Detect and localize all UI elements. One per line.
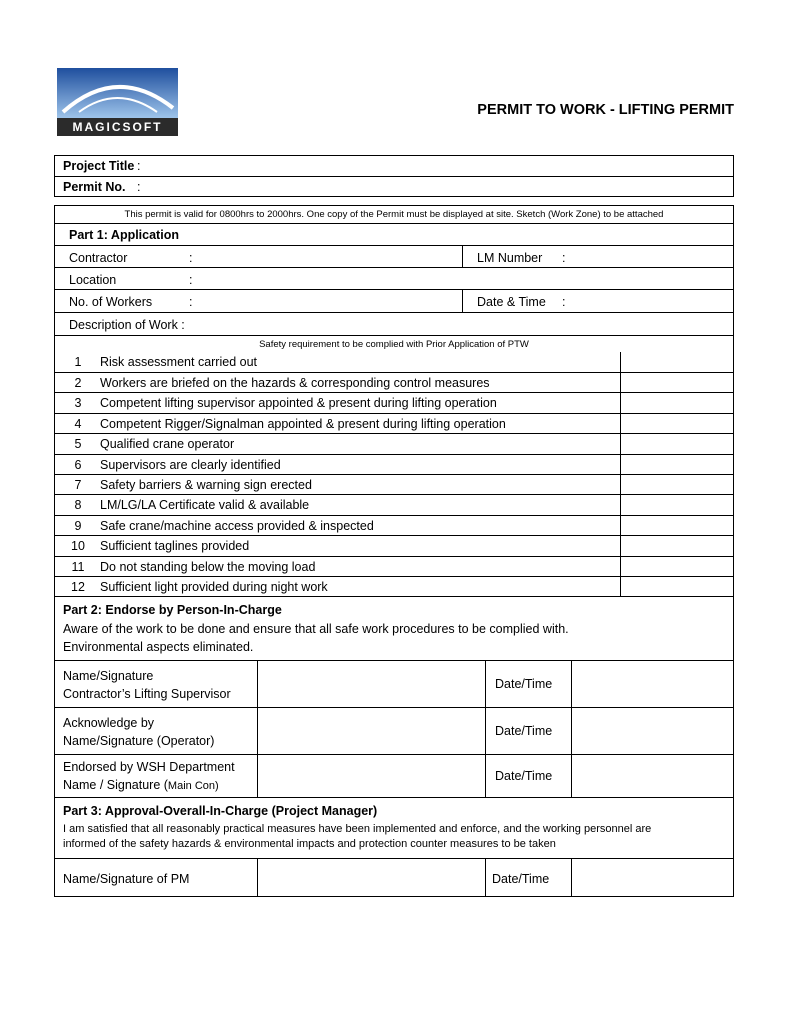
- part3-line1: I am satisfied that all reasonably practical measures have been implemented and enforce, and the working personnel are: [63, 823, 652, 835]
- item-check-cell[interactable]: [620, 373, 733, 392]
- signature-field[interactable]: [257, 708, 485, 754]
- part1-heading: Part 1: Application: [69, 228, 179, 242]
- item-number: 12: [71, 580, 85, 594]
- item-number: 2: [74, 376, 82, 390]
- item-number: 5: [74, 437, 82, 451]
- checklist-row: [55, 494, 733, 515]
- permit-no-row: [55, 176, 733, 196]
- magicsoft-logo: [57, 68, 178, 136]
- item-check-cell[interactable]: [620, 516, 733, 535]
- workers-label: No. of Workers: [69, 295, 153, 309]
- item-number: 1: [74, 355, 82, 369]
- validity-note: This permit is valid for 0800hrs to 2000hrs. One copy of the Permit must be displayed at site. Sketch (Work Zone) to be attached: [124, 209, 664, 220]
- item-check-cell[interactable]: [620, 577, 733, 596]
- datetime-cell: [462, 290, 733, 312]
- signature-label-line2: Contractor’s Lifting Supervisor: [63, 687, 231, 701]
- checklist-row: [55, 392, 733, 413]
- item-number: 6: [74, 458, 82, 472]
- datetime-label-cell: [485, 661, 571, 707]
- checklist-row: [55, 474, 733, 494]
- project-title-label: Project Title: [63, 159, 135, 173]
- datetime-label: Date/Time: [495, 724, 553, 738]
- signature-label-line1: Name/Signature: [63, 669, 154, 683]
- safety-caption-row: [55, 335, 733, 352]
- pm-signature-field[interactable]: [257, 859, 485, 896]
- signature-label-suffix: Main Con): [167, 780, 219, 792]
- checklist-row: [55, 515, 733, 535]
- item-check-cell[interactable]: [620, 393, 733, 413]
- validity-note-row: [55, 206, 733, 223]
- signature-field[interactable]: [257, 755, 485, 797]
- datetime-label-cell: [485, 708, 571, 754]
- datetime-field[interactable]: [571, 755, 733, 797]
- signature-label-prefix: Name / Signature (: [63, 778, 168, 792]
- project-title-row: [55, 156, 733, 176]
- datetime-label: Date & Time: [477, 295, 546, 309]
- checklist-row: [55, 413, 733, 433]
- signature-field[interactable]: [257, 661, 485, 707]
- item-text: Qualified crane operator: [100, 437, 235, 451]
- permit-form: [54, 205, 734, 897]
- signature-row: [55, 707, 733, 754]
- item-check-cell[interactable]: [620, 536, 733, 556]
- item-number: 4: [74, 417, 82, 431]
- item-check-cell[interactable]: [620, 414, 733, 433]
- item-number: 9: [74, 519, 82, 533]
- part1-heading-row: [55, 223, 733, 245]
- lm-number-colon: :: [562, 251, 566, 265]
- signature-label-line1: Acknowledge by: [63, 716, 155, 730]
- item-number: 7: [74, 478, 82, 492]
- checklist-row: [55, 556, 733, 576]
- checklist-row: [55, 535, 733, 556]
- datetime-field[interactable]: [571, 708, 733, 754]
- item-number: 8: [74, 498, 82, 512]
- part3-header: [55, 797, 733, 858]
- signature-label-line1: Endorsed by WSH Department: [63, 760, 235, 774]
- signature-label-line2: Name/Signature (Operator): [63, 734, 215, 748]
- safety-caption: Safety requirement to be complied with Prior Application of PTW: [259, 339, 529, 350]
- description-label: Description of Work :: [69, 318, 185, 332]
- pm-signature-label: Name/Signature of PM: [63, 872, 190, 886]
- location-row: [55, 267, 733, 289]
- part3-line2: informed of the safety hazards & environmental impacts and protection counter measures to be taken: [63, 838, 556, 850]
- datetime-label-cell: [485, 755, 571, 797]
- pm-signature-row: [55, 858, 733, 896]
- checklist-row: [55, 352, 733, 372]
- item-text: Competent Rigger/Signalman appointed & present during lifting operation: [100, 417, 506, 431]
- signature-label-line2: [63, 778, 219, 792]
- project-title-colon: :: [137, 159, 141, 173]
- signature-row: [55, 660, 733, 707]
- permit-no-label: Permit No.: [63, 180, 126, 194]
- checklist-row: [55, 576, 733, 596]
- permit-no-colon: :: [137, 180, 141, 194]
- contractor-row: [55, 245, 733, 267]
- item-text: Competent lifting supervisor appointed & present during lifting operation: [100, 396, 497, 410]
- description-row: [55, 312, 733, 335]
- checklist-row: [55, 372, 733, 392]
- lm-number-label: LM Number: [477, 251, 543, 265]
- item-check-cell[interactable]: [620, 475, 733, 494]
- part2-heading: Part 2: Endorse by Person-In-Charge: [63, 603, 282, 617]
- item-text: Do not standing below the moving load: [100, 560, 316, 574]
- datetime-field[interactable]: [571, 859, 733, 896]
- item-check-cell[interactable]: [620, 557, 733, 576]
- datetime-colon: :: [562, 295, 566, 309]
- part2-line2: Environmental aspects eliminated.: [63, 640, 254, 654]
- item-text: Safety barriers & warning sign erected: [100, 478, 312, 492]
- datetime-label: Date/Time: [495, 769, 553, 783]
- part2-header: [55, 596, 733, 660]
- location-colon: :: [189, 273, 193, 287]
- contractor-colon: :: [189, 251, 193, 265]
- logo-text: MAGICSOFT: [72, 120, 163, 134]
- datetime-label: Date/Time: [492, 872, 550, 886]
- item-check-cell[interactable]: [620, 352, 733, 372]
- item-text: Supervisors are clearly identified: [100, 458, 281, 472]
- item-number: 11: [71, 560, 85, 574]
- item-check-cell[interactable]: [620, 434, 733, 454]
- workers-row: [55, 289, 733, 312]
- item-text: LM/LG/LA Certificate valid & available: [100, 498, 310, 512]
- location-label: Location: [69, 273, 117, 287]
- item-check-cell[interactable]: [620, 495, 733, 515]
- item-text: Risk assessment carried out: [100, 355, 258, 369]
- item-text: Workers are briefed on the hazards & corresponding control measures: [100, 376, 490, 390]
- datetime-label-cell: [485, 859, 571, 896]
- item-text: Sufficient light provided during night work: [100, 580, 328, 594]
- contractor-label: Contractor: [69, 251, 128, 265]
- datetime-field[interactable]: [571, 661, 733, 707]
- checklist-row: [55, 454, 733, 474]
- item-text: Safe crane/machine access provided & inspected: [100, 519, 374, 533]
- lm-number-cell: [462, 246, 733, 267]
- document-title: PERMIT TO WORK - LIFTING PERMIT: [477, 102, 734, 118]
- part3-heading: Part 3: Approval-Overall-In-Charge (Project Manager): [63, 804, 378, 818]
- part2-line1: Aware of the work to be done and ensure that all safe work procedures to be complied with.: [63, 622, 569, 636]
- signature-row: [55, 754, 733, 797]
- workers-colon: :: [189, 295, 193, 309]
- checklist-row: [55, 433, 733, 454]
- item-number: 3: [74, 396, 82, 410]
- item-check-cell[interactable]: [620, 455, 733, 474]
- datetime-label: Date/Time: [495, 677, 553, 691]
- item-number: 10: [71, 539, 85, 553]
- item-text: Sufficient taglines provided: [100, 539, 250, 553]
- project-info-box: [54, 155, 734, 197]
